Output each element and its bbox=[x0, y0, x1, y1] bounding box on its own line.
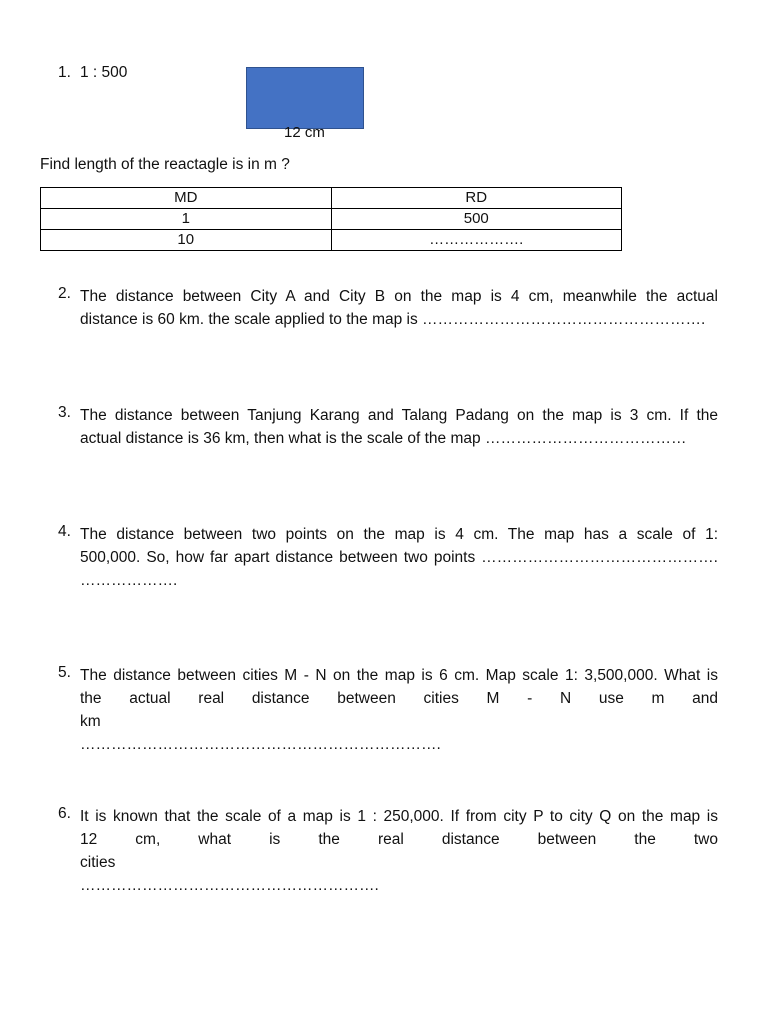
table-row bbox=[41, 209, 622, 230]
question-6-line-3: …………………………………………………. bbox=[80, 877, 379, 894]
rectangle-length-label: 12 cm bbox=[284, 124, 325, 141]
question-2-line-1: The distance between City A and City B on the map is 4 cm, meanwhile the actual bbox=[80, 288, 718, 305]
question-6-line-2: 12 cm, what is the real distance between the two cities bbox=[80, 831, 718, 871]
question-5-number: 5. bbox=[58, 664, 71, 681]
question-2-number: 2. bbox=[58, 285, 71, 302]
question-2-text bbox=[80, 285, 718, 331]
table-row bbox=[41, 230, 622, 251]
question-1-prompt: Find length of the reactagle is in m ? bbox=[40, 156, 290, 173]
question-3-text bbox=[80, 404, 718, 450]
question-5-line-3: ……………………………………………………………. bbox=[80, 736, 441, 753]
rectangle-shape bbox=[246, 67, 364, 129]
question-4-text bbox=[80, 523, 718, 592]
question-5-line-1: The distance between cities M - N on the map is 6 cm. Map scale 1: 3,500,000. What is bbox=[80, 667, 718, 684]
question-3-line-2: actual distance is 36 km, then what is the scale of the map ………………………………… bbox=[80, 430, 687, 447]
table-cell: 10 bbox=[41, 230, 332, 251]
question-4-line-3: ………………. bbox=[80, 572, 178, 589]
question-4-line-1: The distance between two points on the map is 4 cm. The map has a scale of 1: bbox=[80, 526, 718, 543]
table-cell: 1 bbox=[41, 209, 332, 230]
table-cell: 500 bbox=[331, 209, 622, 230]
question-3-line-1: The distance between Tanjung Karang and Talang Padang on the map is 3 cm. If the bbox=[80, 407, 718, 424]
question-6-number: 6. bbox=[58, 805, 71, 822]
question-6-line-1: It is known that the scale of a map is 1 : 250,000. If from city P to city Q on the map is bbox=[80, 808, 718, 825]
question-3-number: 3. bbox=[58, 404, 71, 421]
question-4-line-2: 500,000. So, how far apart distance between two points ………………………………………. bbox=[80, 549, 718, 566]
question-5-text bbox=[80, 664, 718, 756]
table-cell: ………………. bbox=[331, 230, 622, 251]
question-1-number: 1. bbox=[58, 64, 71, 81]
ratio-table bbox=[40, 187, 622, 251]
question-4-number: 4. bbox=[58, 523, 71, 540]
question-5-line-2: the actual real distance between cities M - N use m and km bbox=[80, 690, 718, 730]
question-6-text bbox=[80, 805, 718, 897]
table-header-rd: RD bbox=[331, 188, 622, 209]
table-header-row bbox=[41, 188, 622, 209]
question-2-line-2: distance is 60 km. the scale applied to the map is ………………………………………………. bbox=[80, 311, 706, 328]
table-header-md: MD bbox=[41, 188, 332, 209]
question-1-scale: 1 : 500 bbox=[80, 64, 128, 81]
